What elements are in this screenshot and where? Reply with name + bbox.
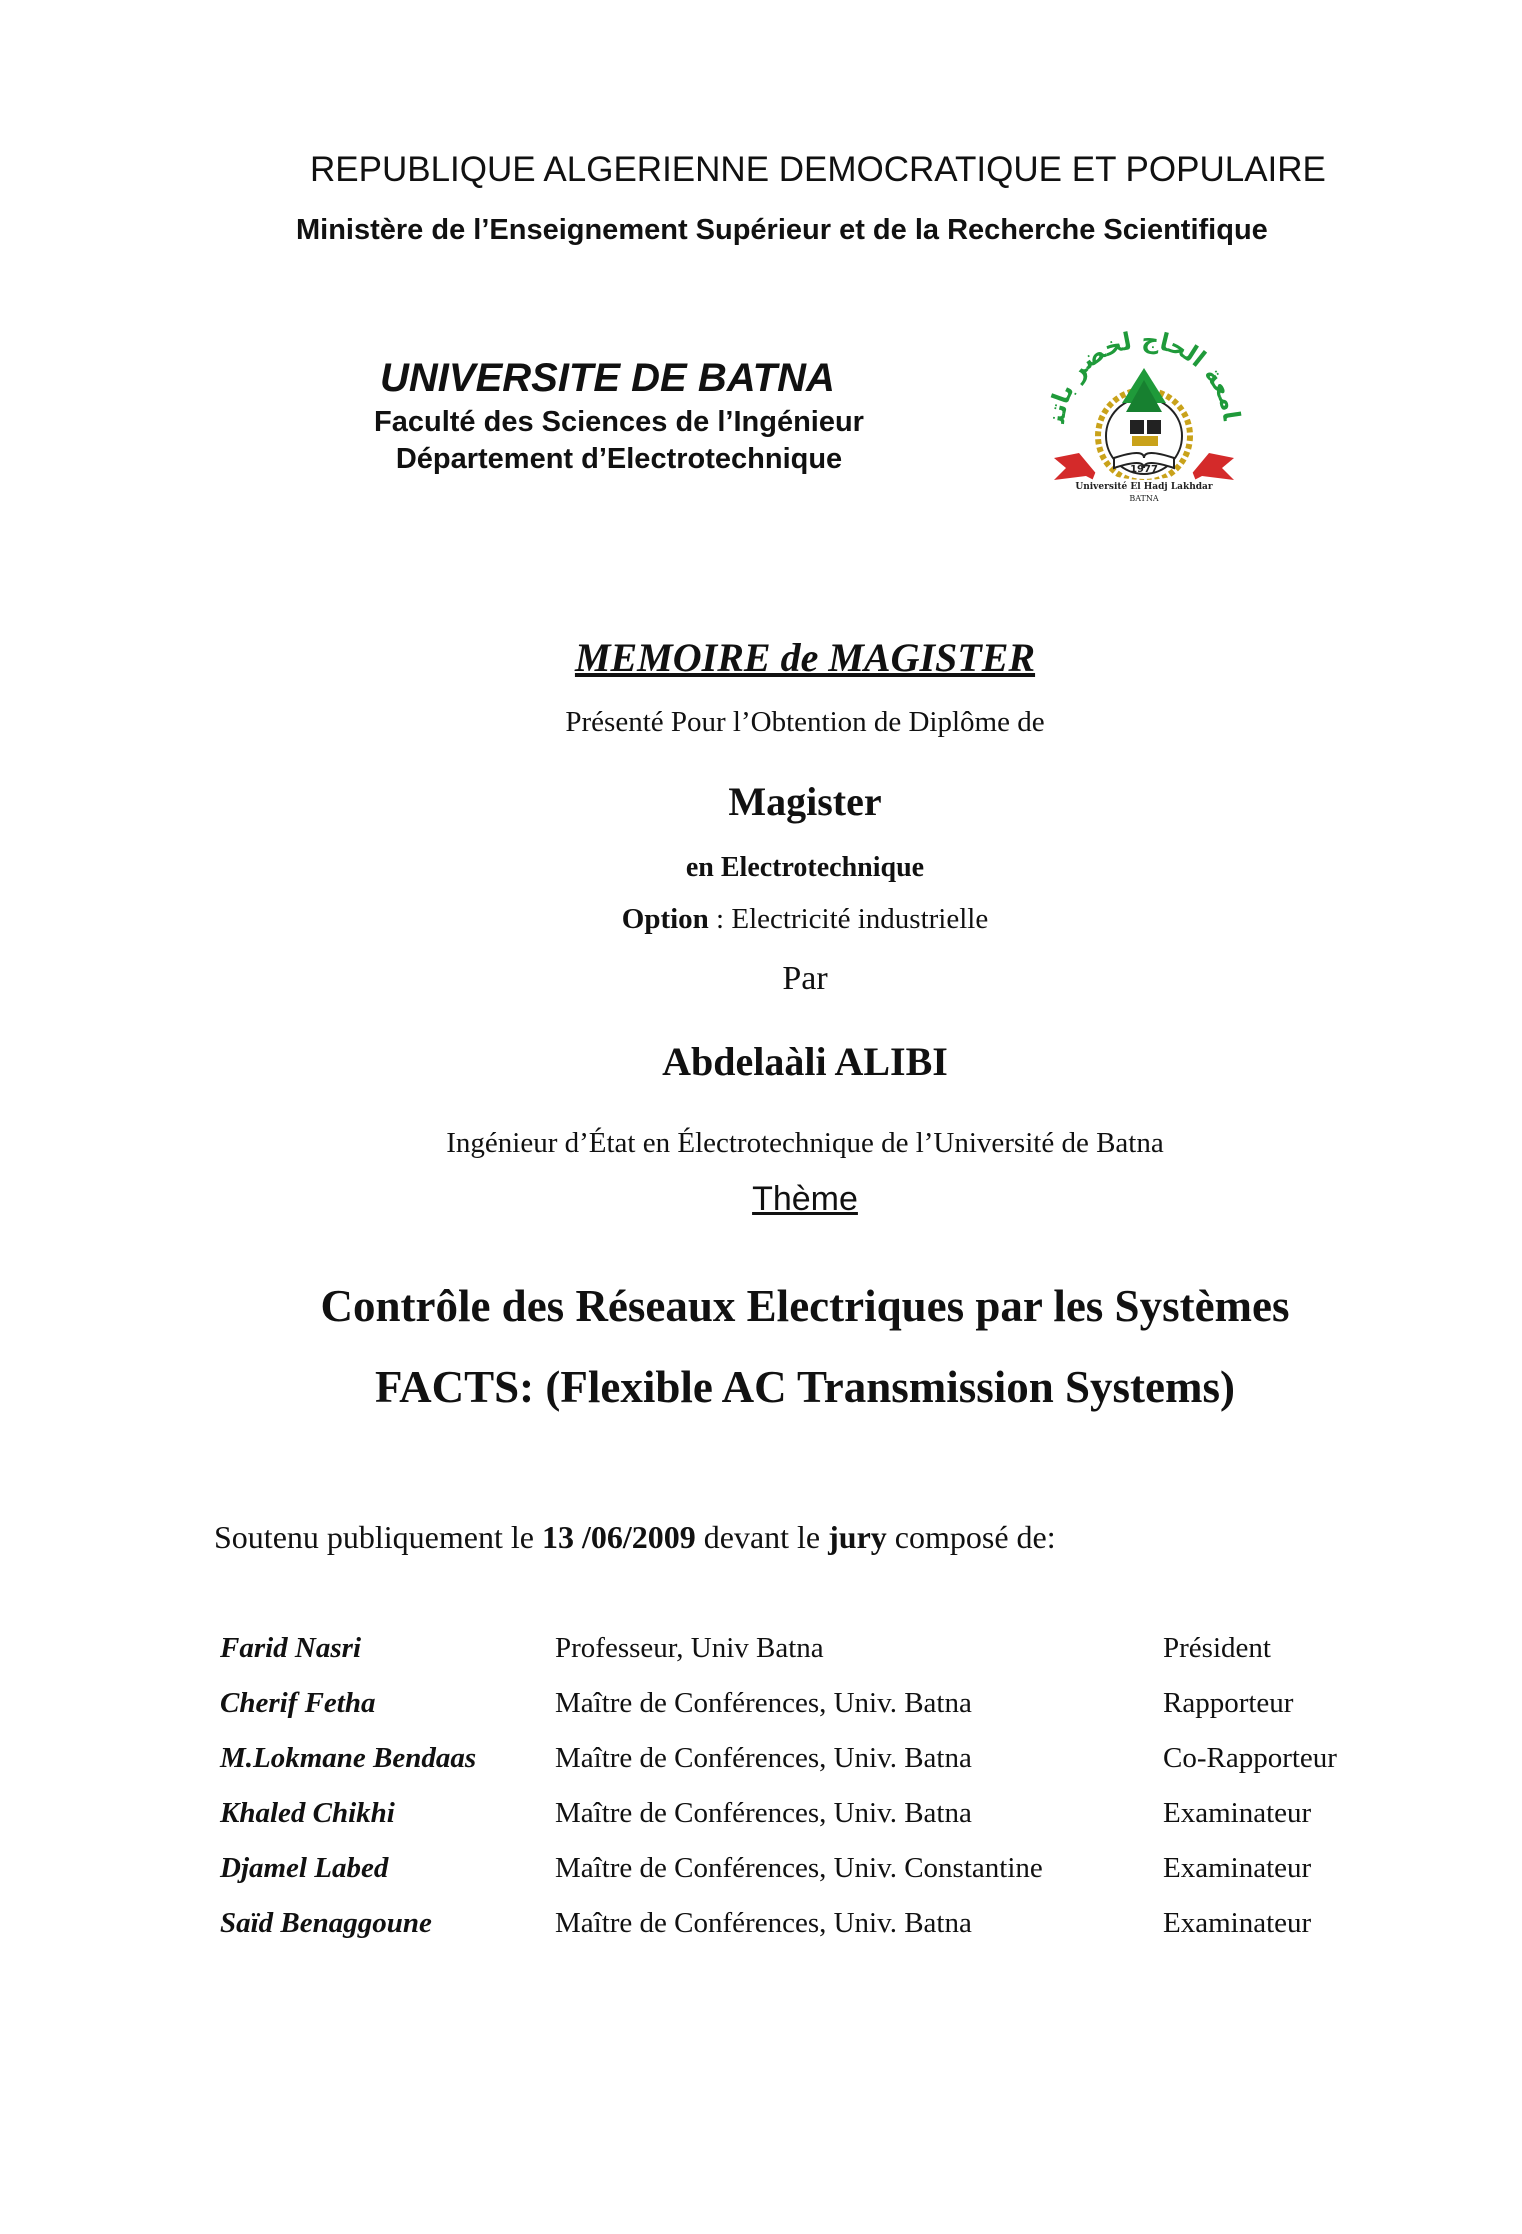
faculty-name: Faculté des Sciences de l’Ingénieur bbox=[374, 406, 864, 438]
defense-text-2: devant le bbox=[695, 1519, 829, 1555]
jury-row bbox=[0, 1852, 1522, 1902]
jury-member-title: Maître de Conférences, Univ. Batna bbox=[555, 1797, 972, 1829]
jury-row bbox=[0, 1632, 1522, 1682]
author-name: Abdelaàli ALIBI bbox=[662, 1039, 948, 1084]
by-label: Par bbox=[782, 960, 828, 997]
thesis-type: MEMOIRE de MAGISTER bbox=[574, 635, 1036, 680]
ministry-heading: Ministère de l’Enseignement Supérieur et de la Recherche Scientifique bbox=[296, 214, 1268, 246]
jury-member-role: Co-Rapporteur bbox=[1163, 1742, 1337, 1774]
jury-member-title: Maître de Conférences, Univ. Batna bbox=[555, 1687, 972, 1719]
department-name: Département d’Electrotechnique bbox=[395, 443, 843, 475]
theme-label: Thème bbox=[752, 1180, 858, 1218]
author-credentials: Ingénieur d’État en Électrotechnique de l’Université de Batna bbox=[446, 1127, 1164, 1159]
jury-member-title: Professeur, Univ Batna bbox=[555, 1632, 824, 1664]
jury-member-role: Examinateur bbox=[1163, 1852, 1312, 1884]
jury-member-title: Maître de Conférences, Univ. Batna bbox=[555, 1907, 972, 1939]
defense-date: 13 /06/2009 bbox=[541, 1519, 696, 1555]
option-label: Option bbox=[621, 903, 709, 935]
seal-city: BATNA bbox=[1129, 494, 1159, 503]
thesis-title-line-1: Contrôle des Réseaux Electriques par les Systèmes bbox=[320, 1281, 1290, 1331]
jury-row bbox=[0, 1742, 1522, 1792]
defense-text-1: Soutenu publiquement le bbox=[214, 1519, 542, 1555]
jury-member-role: Rapporteur bbox=[1163, 1687, 1294, 1719]
university-seal-icon bbox=[1034, 308, 1254, 528]
thesis-title-line-2: FACTS: (Flexible AC Transmission Systems) bbox=[374, 1362, 1236, 1412]
jury-member-role: Président bbox=[1163, 1632, 1271, 1664]
republic-heading: REPUBLIQUE ALGERIENNE DEMOCRATIQUE ET POPULAIRE bbox=[310, 150, 1326, 189]
presented-for: Présenté Pour l’Obtention de Diplôme de bbox=[565, 706, 1045, 738]
degree-field: en Electrotechnique bbox=[685, 852, 925, 883]
jury-member-name: Cherif Fetha bbox=[220, 1687, 376, 1719]
jury-member-name: Djamel Labed bbox=[220, 1852, 389, 1884]
seal-ribbon-text: Université El Hadj Lakhdar bbox=[1075, 482, 1213, 492]
defense-statement bbox=[214, 1519, 1056, 1556]
seal-year: 1977 bbox=[1130, 464, 1158, 475]
jury-member-name: Farid Nasri bbox=[220, 1632, 362, 1664]
jury-member-name: Saïd Benaggoune bbox=[220, 1907, 432, 1939]
jury-row bbox=[0, 1687, 1522, 1737]
seal-arabic-text: امعة الحاج لخضر باتن bbox=[1042, 325, 1246, 425]
university-name: UNIVERSITE DE BATNA bbox=[380, 356, 835, 400]
jury-row bbox=[0, 1797, 1522, 1847]
jury-member-role: Examinateur bbox=[1163, 1797, 1312, 1829]
option-value: : Electricité industrielle bbox=[708, 903, 989, 935]
jury-member-role: Examinateur bbox=[1163, 1907, 1312, 1939]
jury-member-name: Khaled Chikhi bbox=[220, 1797, 395, 1829]
jury-member-title: Maître de Conférences, Univ. Constantine bbox=[555, 1852, 1043, 1884]
jury-member-title: Maître de Conférences, Univ. Batna bbox=[555, 1742, 972, 1774]
degree-name: Magister bbox=[728, 779, 882, 824]
jury-member-name: M.Lokmane Bendaas bbox=[220, 1742, 477, 1774]
jury-row bbox=[0, 1907, 1522, 1957]
defense-text-3: composé de: bbox=[886, 1519, 1056, 1555]
degree-option bbox=[300, 903, 1310, 936]
defense-jury-word: jury bbox=[828, 1519, 887, 1555]
